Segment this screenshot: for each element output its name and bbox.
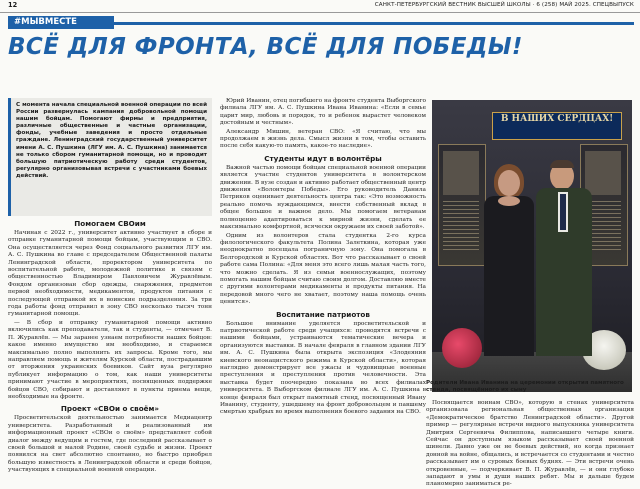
page-header <box>0 0 640 13</box>
quote-paragraph: Юрий Иванин, отец погибшего на фронте студента Выборгского филиала ЛГУ им. А. С. Пушкина Ивана Иванина: «Если в семье царит мир, любовь и порядок, то и ребенок вырастет человеком достойным и честным». <box>220 98 426 127</box>
page-number: 12 <box>8 1 18 9</box>
subheading-pomogaem: Помогаем СВОим <box>74 219 146 228</box>
paragraph: Посвящается воинам СВО», которую в стенах университета организовала региональная общественная организация «Демократическое братство Ленинградской области». Другой пример — регулярные встречи видного выпускника университета Дмитрия Сергеевича Филиппова, написавшего четыре книги. Сейчас он доступным языком рассказывает своей военной шинели. Давно уже он не боевых действий, но когда признает донной на войне, общались, и встречается со студентами и честно рассказывает им о суровых боевых буднях. — Эти встречи очень откровенные, — подчеркивает В. П. Журавлёв, — и они глубоко западают в умы и души наших ребят. Мы и дальше будем планомерно заниматься ре- <box>426 400 634 488</box>
flower-bouquet <box>442 328 482 368</box>
rubric-label: #МЫВМЕСТЕ <box>8 16 114 29</box>
paragraph: Одним из волонтеров стала студентка 2-го курса филологического факультета Полина Залеткина, которая уже неоднократно посещала пограничную зону. Она помогала в Белгородской и Курской областях. Вот что рассказывает о своей работе сама Полина: «Для меня это всего лишь малая часть того, что можно сделать. Я из семьи военнослужащих, поэтому помогать нашим бойцам считаю своим долгом. Доставляю вместе с другими волонтерами медикаменты и продукты питания. На передовой много чего не хватает, поэтому наша помощь очень ценится». <box>220 232 426 306</box>
photo-caption: Родители Ивана Иванина на церемонии открытия памятного стенда, посвящённого их сыну <box>426 380 624 393</box>
paragraph: Важной частью помощи бойцам специальной военной операции является участие студентов университета в волонтерском движении. В вузе создан и активно работает общественный центр движения «Волонтеры Победы». Его руководитель Данила Петриков оценивает деятельность центра так: «Это возможность реально помочь нуждающимся, внести собственный вклад в общее большое и важное дело. Мы помогаем ветеранам полноценно адаптироваться к мирной жизни, сделать ее максимально комфортной, всячески окружаем их своей заботой». <box>220 164 426 231</box>
lead-paragraph: С момента начала специальной военной операции по всей России развернулась кампания добровольной помощи нашим бойцам. Помогают фирмы и предприятия, различные общественные и частные организации, фонды, учебные заведения и просто отдельные граждане. Ленинградский государственный университет имени А. С. Пушкина (ЛГУ им. А. С. Пушкина) занимается не только сбором гуманитарной помощи, но и проводит большую патриотическую работу среди студентов, регулярно организовывая встречи с участниками боевых действий. <box>8 98 212 216</box>
paragraph: Большое внимание уделяется просветительской и патриотической работе среди учащихся: проводятся встречи с нашими бойцами, устраиваются тематические вечера и организуются выставки. В начале февраля в главном здании ЛГУ им. А. С. Пушкина была открыта экспозиция «Злодеяния киевского неонацистского режима в Курской области», которая наглядно демонстрирует все ужасы и чудовищные военные преступления и преступления против человечности. Эта выставка будет поочередно показана во всех филиалах университета. В Выборгском филиале ЛГУ им. А. С. Пушкина в конце февраля был открыт памятный стенд, посвященный Ивану Иванину, студенту, ушедшему на фронт добровольцем и павшему смертью храбрых во время выполнения боевого задания на СВО. <box>220 320 426 416</box>
rubric-rule <box>114 22 634 25</box>
subheading-project: Проект «СВОи о своём» <box>60 404 160 414</box>
column-1 <box>8 98 212 476</box>
column-3 <box>426 400 634 488</box>
paragraph: — В сбор и отправку гуманитарной помощи активно включились как преподаватели, так и студенты, — отмечает В. П. Журавлёв. — Мы заранее узнаем потребности наших бойцов: какое именно имущество им необходимо, и стараемся максимально полно выполнить их запросы. Кроме того, мы направляем помощь и жителям Курской области, пострадавшим от вторжения украинских боевиков. Сайт вуза регулярно публикует информацию о том, как наши университеты принимают участие в мероприятиях, посвященных поддержке бойцов СВО, собирают и доставляют в пункты приема вещи, необходимые на фронте. <box>8 319 212 400</box>
subheading-patriots: Воспитание патриотов <box>276 309 370 319</box>
memorial-photo <box>432 100 632 392</box>
paragraph: Начиная с 2022 г., университет активно участвует в сборе и отправке гуманитарной помощи бойцам, участвующим в СВО. Она осуществляется через Фонд социального развития ЛГУ им. А. С. Пушкина во главе с председателем Общественной палаты Ленинградской области, проректором университета по воспитательной работе, молодежной политике и связям с общественностью Владимиром Павловичем Журавлёвым. Фондом организован сбор одежды, снаряжения, предметов первой необходимости, медикаментов, продуктов питания с последующей отправкой их в воинские подразделения. За три года работы фонд отправил в зону СВО несколько тысяч тонн гуманитарной помощи. <box>8 230 212 318</box>
subheading-volunteers: Студенты идут в волонтёры <box>264 153 382 163</box>
stand-panel <box>438 144 486 266</box>
running-head: САНКТ-ПЕТЕРБУРГСКИЙ ВЕСТНИК ВЫСШЕЙ ШКОЛЫ · 6 (258) МАЙ 2025. СПЕЦВЫПУСК <box>374 2 634 8</box>
column-2 <box>220 98 426 476</box>
memorial-banner: В НАШИХ СЕРДЦАХ! <box>492 112 622 140</box>
headline: ВСЁ ДЛЯ ФРОНТА, ВСЁ ДЛЯ ПОБЕДЫ! <box>8 34 523 60</box>
paragraph: Просветительской деятельностью занимается Медиацентр университета. Разработанный и реализованный им информационный проект «СВОи о своём» представляет собой диалог между ведущим и гостем, где последний рассказывает о своей большой и малой Родине, своей судьбе и жизни. Проект появился на свет абсолютно спонтанно, но быстро приобрел большую известность в Ленинградской области и среди бойцов, участвующих в специальной военной операции. <box>8 415 212 474</box>
quote-paragraph: Александр Мишин, ветеран СВО: «Я считаю, что мы продолжаем в жизнь дела. Смысл жизни в том, чтобы оставить после себя какую-то память, какое-то наследие». <box>220 128 426 150</box>
